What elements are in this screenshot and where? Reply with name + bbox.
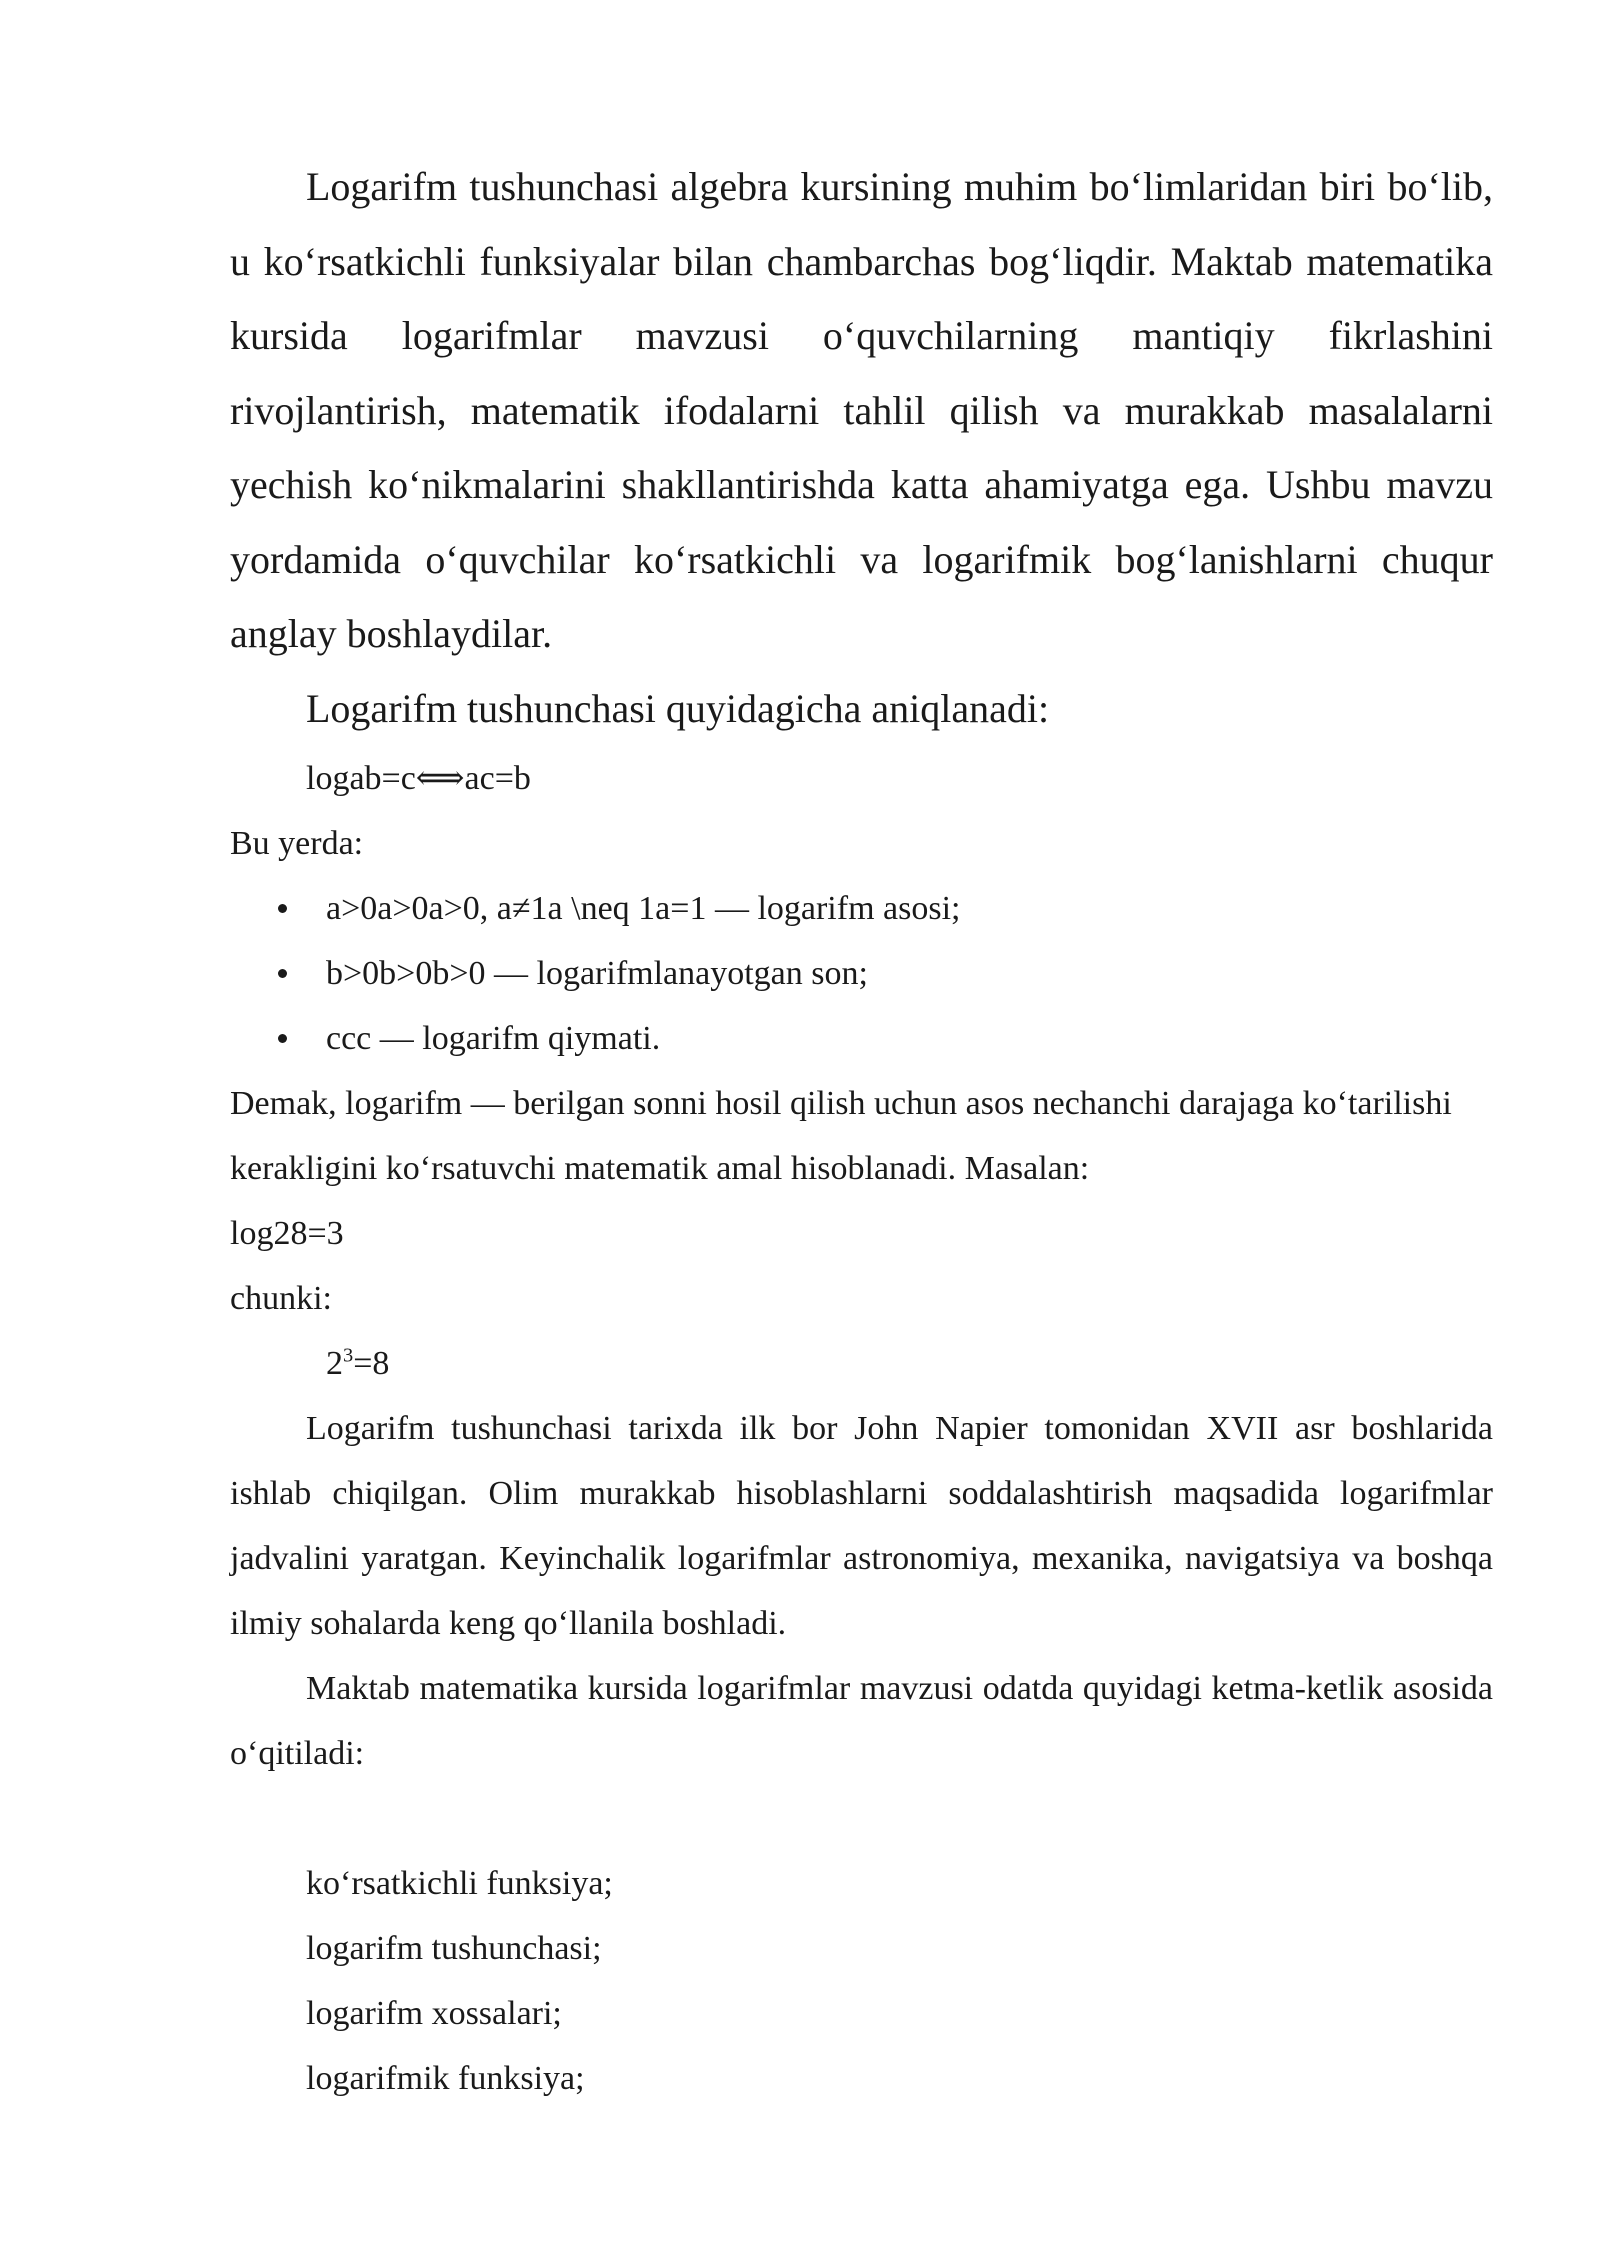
power-base: 2 <box>326 1345 343 1382</box>
list-item <box>230 876 1493 941</box>
demak-paragraph <box>230 1071 1493 1201</box>
sequence-item: logarifm xossalari; <box>306 1995 562 2032</box>
bullet-text: b>0b>0b>0 — logarifmlanayotgan son; <box>326 955 868 992</box>
power-rest: =8 <box>353 1345 390 1382</box>
bullet-text: a>0a>0a>0, a≠1a \neq 1a=1 — logarifm asosi; <box>326 890 961 927</box>
bullet-icon <box>278 969 287 978</box>
sequence-item: ko‘rsatkichli funksiya; <box>306 1865 613 1902</box>
sequence-paragraph: Maktab matematika kursida logarifmlar mavzusi odatda quyidagi ketma-ketlik asosida o‘qitiladi: <box>230 1670 1493 1772</box>
bullet-icon <box>278 904 287 913</box>
power-exponent: 3 <box>343 1344 354 1367</box>
example-log: log28=3 <box>230 1215 344 1252</box>
sequence-item: logarifm tushunchasi; <box>306 1930 602 1967</box>
bullet-text: ccc — logarifm qiymati. <box>326 1020 661 1057</box>
sequence-item: logarifmik funksiya; <box>306 2060 585 2097</box>
definition-formula: logab=c⟺ac=b <box>306 760 531 797</box>
definition-bullet-list <box>230 876 1493 1071</box>
bu-yerda-label: Bu yerda: <box>230 825 364 862</box>
blank-line <box>230 1786 1493 1851</box>
bullet-icon <box>278 1034 287 1043</box>
list-item <box>230 1006 1493 1071</box>
intro-paragraph: Logarifm tushunchasi algebra kursining muhim bo‘limlaridan biri bo‘lib, u ko‘rsatkichli funksiyalar bilan chambarchas bog‘liqdir. Maktab matematika kursida logarifmlar mavzusi o‘quvchilarning mantiqiy fikrlashini rivojlantirish, matematik ifodalarni tahlil qilish va murakkab masalalarni yechish ko‘nikmalarini shakllantirishda katta ahamiyatga ega. Ushbu mavzu yordamida o‘quvchilar ko‘rsatkichli va logarifmik bog‘lanishlarni chuqur anglay boshlaydilar. <box>230 164 1493 656</box>
demak-text: Demak, logarifm — berilgan sonni hosil qilish uchun asos nechanchi darajaga ko‘tarilishi kerakligini ko‘rsatuvchi matematik amal hisoblanadi. Masalan: <box>230 1085 1452 1187</box>
power-example <box>230 1331 1493 1396</box>
history-paragraph: Logarifm tushunchasi tarixda ilk bor John Napier tomonidan XVII asr boshlarida ishlab chiqilgan. Olim murakkab hisoblashlarni soddalashtirish maqsadida logarifmlar jadvalini yaratgan. Keyinchalik logarifmlar astronomiya, mexanika, navigatsiya va boshqa ilmiy sohalarda keng qo‘llanila boshladi. <box>230 1410 1493 1642</box>
list-item <box>230 941 1493 1006</box>
document-page <box>230 150 1493 2111</box>
definition-intro: Logarifm tushunchasi quyidagicha aniqlanadi: <box>306 685 1050 731</box>
chunki-label: chunki: <box>230 1280 332 1317</box>
